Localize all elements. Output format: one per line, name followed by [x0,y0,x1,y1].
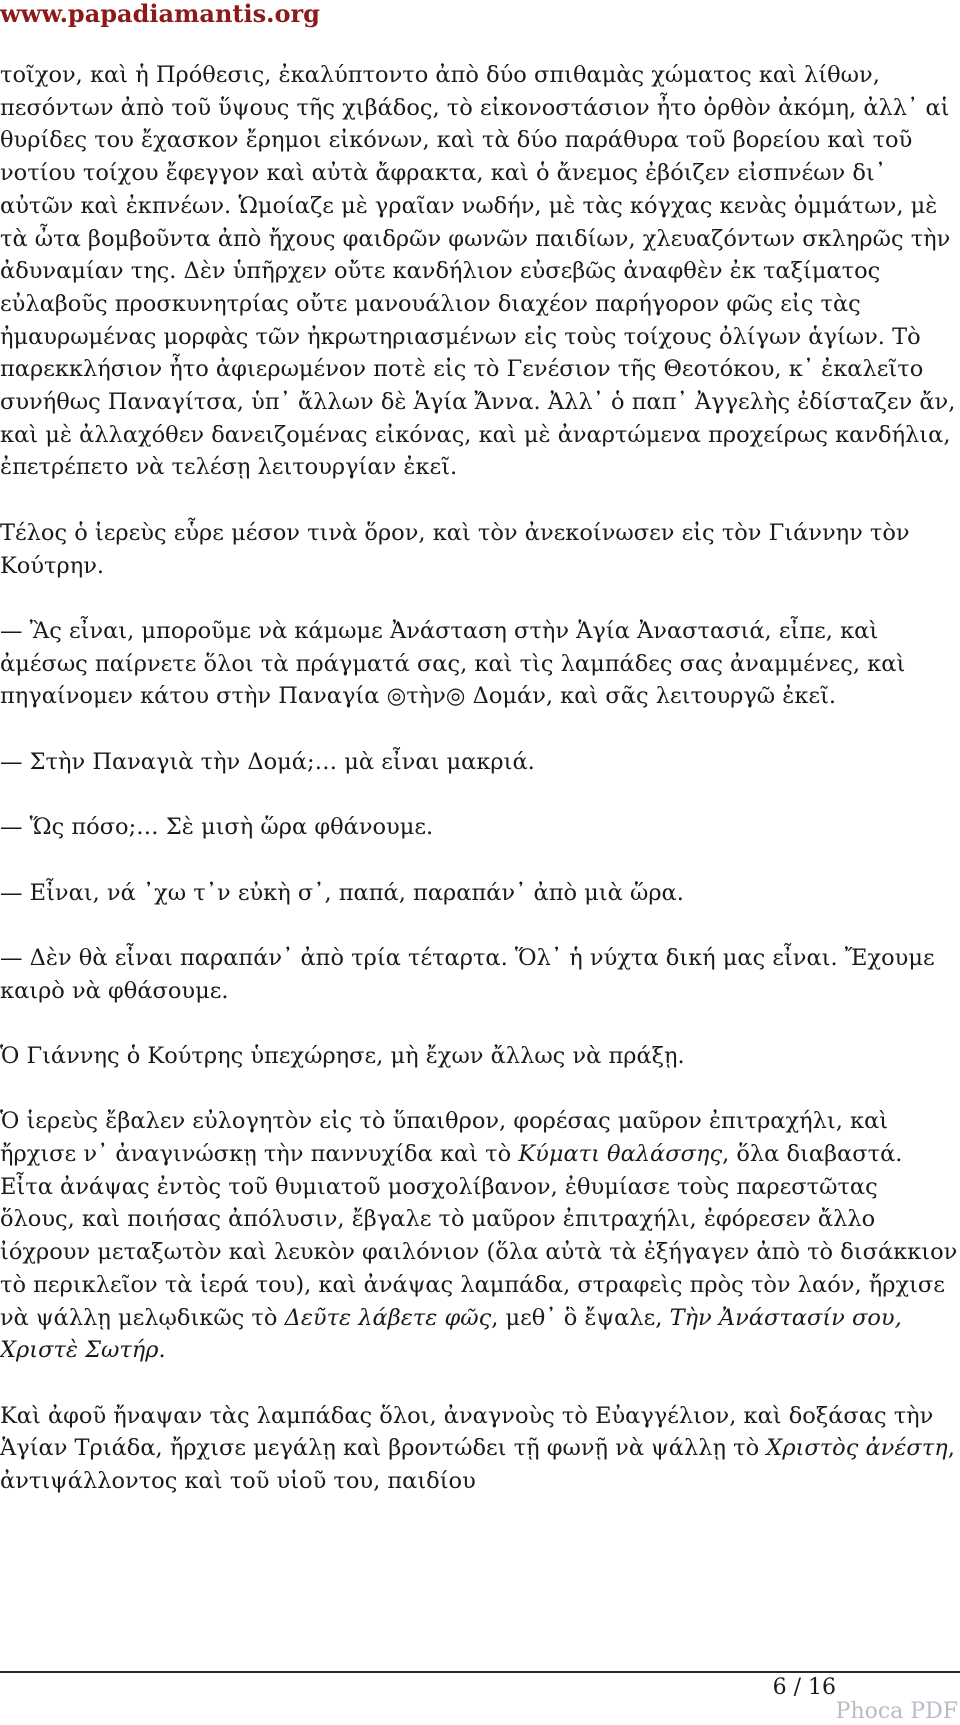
text-span: Ὁ ἱερεὺς ἔβαλεν εὐλογητὸν εἰς τὸ ὕπαιθρον, φορέσας μαῦρον ἐπιτραχήλι, καὶ ἤρχισε ν᾽ ἀναγινώσκῃ τὴν παννυχίδα καὶ τὸ [0,1108,889,1168]
document-body [0,59,958,1498]
paragraph-chapel-description: τοῖχον, καὶ ἡ Πρόθεσις, ἐκαλύπτοντο ἀπὸ δύο σπιθαμὰς χώματος καὶ λίθων, πεσόντων ἀπὸ τοῦ ὕψους τῆς χιβάδος, τὸ εἰκονοστάσιον ἦτο ὀρθὸν ἀκόμη, ἀλλ᾽ αἱ θυρίδες του ἔχασκον ἔρημοι εἰκόνων, καὶ τὰ δύο παράθυρα τοῦ βορείου καὶ τοῦ νοτίου τοίχου ἔφεγγον καὶ αὐτὰ ἄφρακτα, καὶ ὁ ἄνεμος ἐβόιζεν εἰσπνέων δι᾽ αὐτῶν καὶ ἐκπνέων. Ὡμοίαζε μὲ γραῖαν νωδήν, μὲ τὰς κόγχας κενὰς ὀμμάτων, μὲ τὰ ὦτα βομβοῦντα ἀπὸ ἤχους φαιδρῶν φωνῶν παιδίων, χλευαζόντων σκληρῶς τὴν ἀδυναμίαν της. Δὲν ὑπῆρχεν οὔτε κανδήλιον εὐσεβῶς ἀναφθὲν ἐκ ταξίματος εὐλαβοῦς προσκυνητρίας οὔτε μανουάλιον διαχέον παρήγορον φῶς εἰς τὰς ἠμαυρωμένας μορφὰς τῶν ἠκρωτηριασμένων εἰς τοὺς τοίχους ὀλίγων ἁγίων. Τὸ παρεκκλήσιον ἦτο ἀφιερωμένον ποτὲ εἰς τὸ Γενέσιον τῆς Θεοτόκου, κ᾽ ἐκαλεῖτο συνήθως Παναγίτσα, ὑπ᾽ ἄλλων δὲ Ἁγία Ἄννα. Ἀλλ᾽ ὁ παπ᾽ Ἀγγελὴς ἐδίσταζεν ἄν, καὶ μὲ ἀλλαχόθεν δανειζομένας εἰκόνας, καὶ μὲ ἀναρτώμενα προχείρως κανδήλια, ἐπετρέπετο νὰ τελέσῃ λειτουργίαν ἐκεῖ. [0,62,956,481]
paragraph-service-begins [0,1105,958,1367]
footer-divider [0,1671,960,1673]
hymn-title: Δεῦτε λάβετε φῶς [284,1304,492,1331]
text-span: , ὅλα διαβαστά. Εἶτα ἀνάψας ἐντὸς τοῦ θυμιατοῦ μοσχολίβανον, ἐθυμίασε τοὺς παρεστῶτας ὅλους, καὶ ποιήσας ἀπόλυσιν, ἔβγαλε τὸ μαῦρον ἐπιτραχήλι, ἐφόρεσεν ἄλλο ἰόχρουν μεταξωτὸν καὶ λευκὸν φαιλόνιον (ὅλα αὐτὰ τὰ ἐξήγαγεν ἀπὸ τὸ δισάκκιον τὸ περικλεῖον τὰ ἱερά του), καὶ ἀνάψας λαμπάδα, στραφεὶς πρὸς τὸν λαόν, ἤρχισε νὰ ψάλλῃ μελῳδικῶς τὸ [0,1141,958,1331]
paragraph-christos-anesti [0,1400,958,1498]
phoca-pdf-watermark[interactable]: Phoca PDF [835,1699,958,1724]
dialogue-line-anastasi: — Ἂς εἶναι, μποροῦμε νὰ κάμωμε Ἀνάσταση στὴν Ἁγία Ἀναστασιά, εἶπε, καὶ ἀμέσως παίρνετε ὅλοι τὰ πράγματά σας, καὶ τὶς λαμπάδες σας ἀναμμένες, καὶ πηγαίνομεν κάτου στὴν Παναγία ◎τὴν◎ Δομάν, καὶ σᾶς λειτουργῶ ἐκεῖ. [0,617,906,710]
hymn-title: Τὴν Ἀνάστασίν σου, Χριστὲ Σωτήρ [0,1304,902,1364]
hymn-title: Χριστὸς ἀνέστη [766,1435,948,1462]
dialogue-line-half-hour: — Ὥς πόσο;… Σὲ μισὴ ὥρα φθάνουμε. [0,814,434,841]
site-url-header[interactable]: www.papadiamantis.org [0,0,320,28]
hymn-title: Κύματι θαλάσσης [518,1141,723,1168]
dialogue-line-over-an-hour: — Εἶναι, νά ᾽χω τ᾽ν εὐκὴ σ᾽, παπά, παραπάν᾽ ἀπὸ μιὰ ὥρα. [0,879,684,906]
paragraph-priest-condition: Τέλος ὁ ἱερεὺς εὗρε μέσον τινὰ ὅρον, καὶ τὸν ἀνεκοίνωσεν εἰς τὸν Γιάννην τὸν Κούτρην. [0,519,910,579]
dialogue-line-three-quarters: — Δὲν θὰ εἶναι παραπάν᾽ ἀπὸ τρία τέταρτα. Ὅλ᾽ ἡ νύχτα δική μας εἶναι. Ἔχουμε καιρὸ νὰ φθάσουμε. [0,944,935,1004]
text-span: Καὶ ἀφοῦ ἤναψαν τὰς λαμπάδας ὅλοι, ἀναγνοὺς τὸ Εὐαγγέλιον, καὶ δοξάσας τὴν Ἁγίαν Τριάδα, ἤρχισε μεγάλῃ καὶ βροντώδει τῇ φωνῇ νὰ ψάλλῃ τὸ [0,1402,934,1462]
dialogue-line-far-away: — Στὴν Παναγιὰ τὴν Δομά;… μὰ εἶναι μακριά. [0,748,535,775]
paragraph-koutris-yielded: Ὁ Γιάννης ὁ Κούτρης ὑπεχώρησε, μὴ ἔχων ἄλλως νὰ πράξῃ. [0,1042,685,1069]
text-span: . [158,1337,166,1364]
text-span: , ἀντιψάλλοντος καὶ τοῦ υἱοῦ του, παιδίου [0,1435,955,1495]
text-span: , μεθ᾽ ὃ ἔψαλε, [491,1304,670,1331]
page-number: 6 / 16 [772,1675,836,1700]
